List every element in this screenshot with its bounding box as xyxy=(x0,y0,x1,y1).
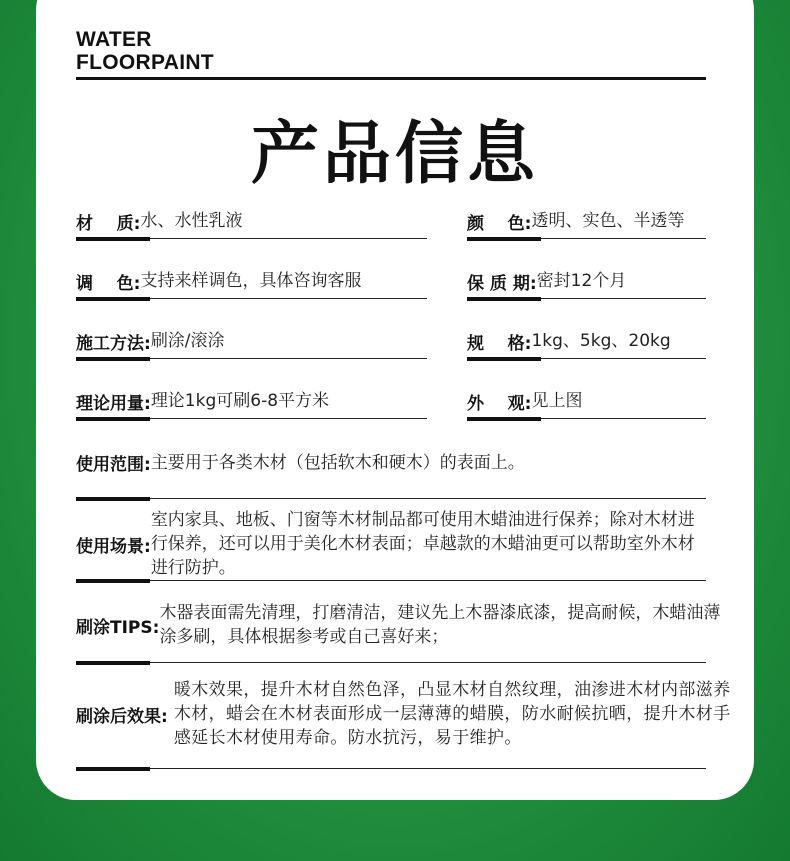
spec-color xyxy=(467,209,684,234)
spec-label: 理论用量: xyxy=(76,394,151,414)
divider xyxy=(76,358,427,359)
detail-label: 刷涂后效果: xyxy=(76,706,168,727)
spec-label: 施工方法: xyxy=(76,334,151,354)
spec-label: 调 色: xyxy=(76,274,141,294)
brand-line2: FLOORPAINT xyxy=(76,51,214,74)
spec-value: 透明、实色、半透等 xyxy=(531,211,685,231)
page-title: 产品信息 xyxy=(250,115,539,194)
spec-label: 规 格: xyxy=(467,334,532,354)
detail-scope xyxy=(76,450,716,475)
detail-label: 刷涂TIPS: xyxy=(76,617,160,638)
spec-appearance xyxy=(467,389,582,414)
divider xyxy=(467,358,706,359)
detail-tips xyxy=(76,601,726,649)
spec-value: 1kg、5kg、20kg xyxy=(531,331,671,351)
divider xyxy=(76,298,427,299)
divider xyxy=(76,238,427,239)
spec-label: 材 质: xyxy=(76,214,141,234)
spec-tinting xyxy=(76,269,361,294)
detail-scenarios xyxy=(76,508,726,580)
divider xyxy=(76,418,427,419)
brand-logo xyxy=(76,28,214,74)
spec-label: 颜 色: xyxy=(467,214,532,234)
divider xyxy=(76,580,706,581)
spec-value: 支持来样调色，具体咨询客服 xyxy=(140,271,362,291)
detail-value: 主要用于各类木材（包括软木和硬木）的表面上。 xyxy=(150,452,525,473)
divider xyxy=(467,418,706,419)
divider xyxy=(467,298,706,299)
divider xyxy=(467,238,706,239)
brand-line1: WATER xyxy=(76,28,152,51)
spec-value: 刷涂/滚涂 xyxy=(150,331,225,351)
spec-label: 保 质 期: xyxy=(467,274,537,294)
spec-value: 密封12个月 xyxy=(536,271,627,291)
spec-size xyxy=(467,329,671,354)
spec-method xyxy=(76,329,225,354)
detail-label: 使用场景: xyxy=(76,536,151,557)
spec-coverage xyxy=(76,389,329,414)
detail-effect xyxy=(76,678,766,750)
divider xyxy=(76,768,706,769)
spec-value: 水、水性乳液 xyxy=(140,211,243,231)
spec-label: 外 观: xyxy=(467,394,532,414)
spec-shelf-life xyxy=(467,269,626,294)
spec-value: 见上图 xyxy=(531,391,583,411)
detail-value: 暖木效果，提升木材自然色泽，凸显木材自然纹理，油渗进木材内部滋养木材，蜡会在木材表面形成一层薄薄的蜡膜，防水耐候抗晒，提升木材手感延长木材使用寿命。防水抗污，易于维护。 xyxy=(173,680,731,748)
detail-value: 室内家具、地板、门窗等木材制品都可使用木蜡油进行保养；除对木材进行保养，还可以用于美化木材表面；卓越款的木蜡油更可以帮助室外木材进行防护。 xyxy=(150,510,695,578)
detail-label: 使用范围: xyxy=(76,455,151,475)
divider xyxy=(76,662,706,663)
detail-value: 木器表面需先清理，打磨清洁，建议先上木器漆底漆，提高耐候，木蜡油薄涂多刷，具体根据参考或自己喜好来； xyxy=(159,603,721,647)
header-divider xyxy=(76,77,706,80)
divider xyxy=(76,498,706,499)
spec-value: 理论1kg可刷6-8平方米 xyxy=(150,391,330,411)
spec-material xyxy=(76,209,242,234)
